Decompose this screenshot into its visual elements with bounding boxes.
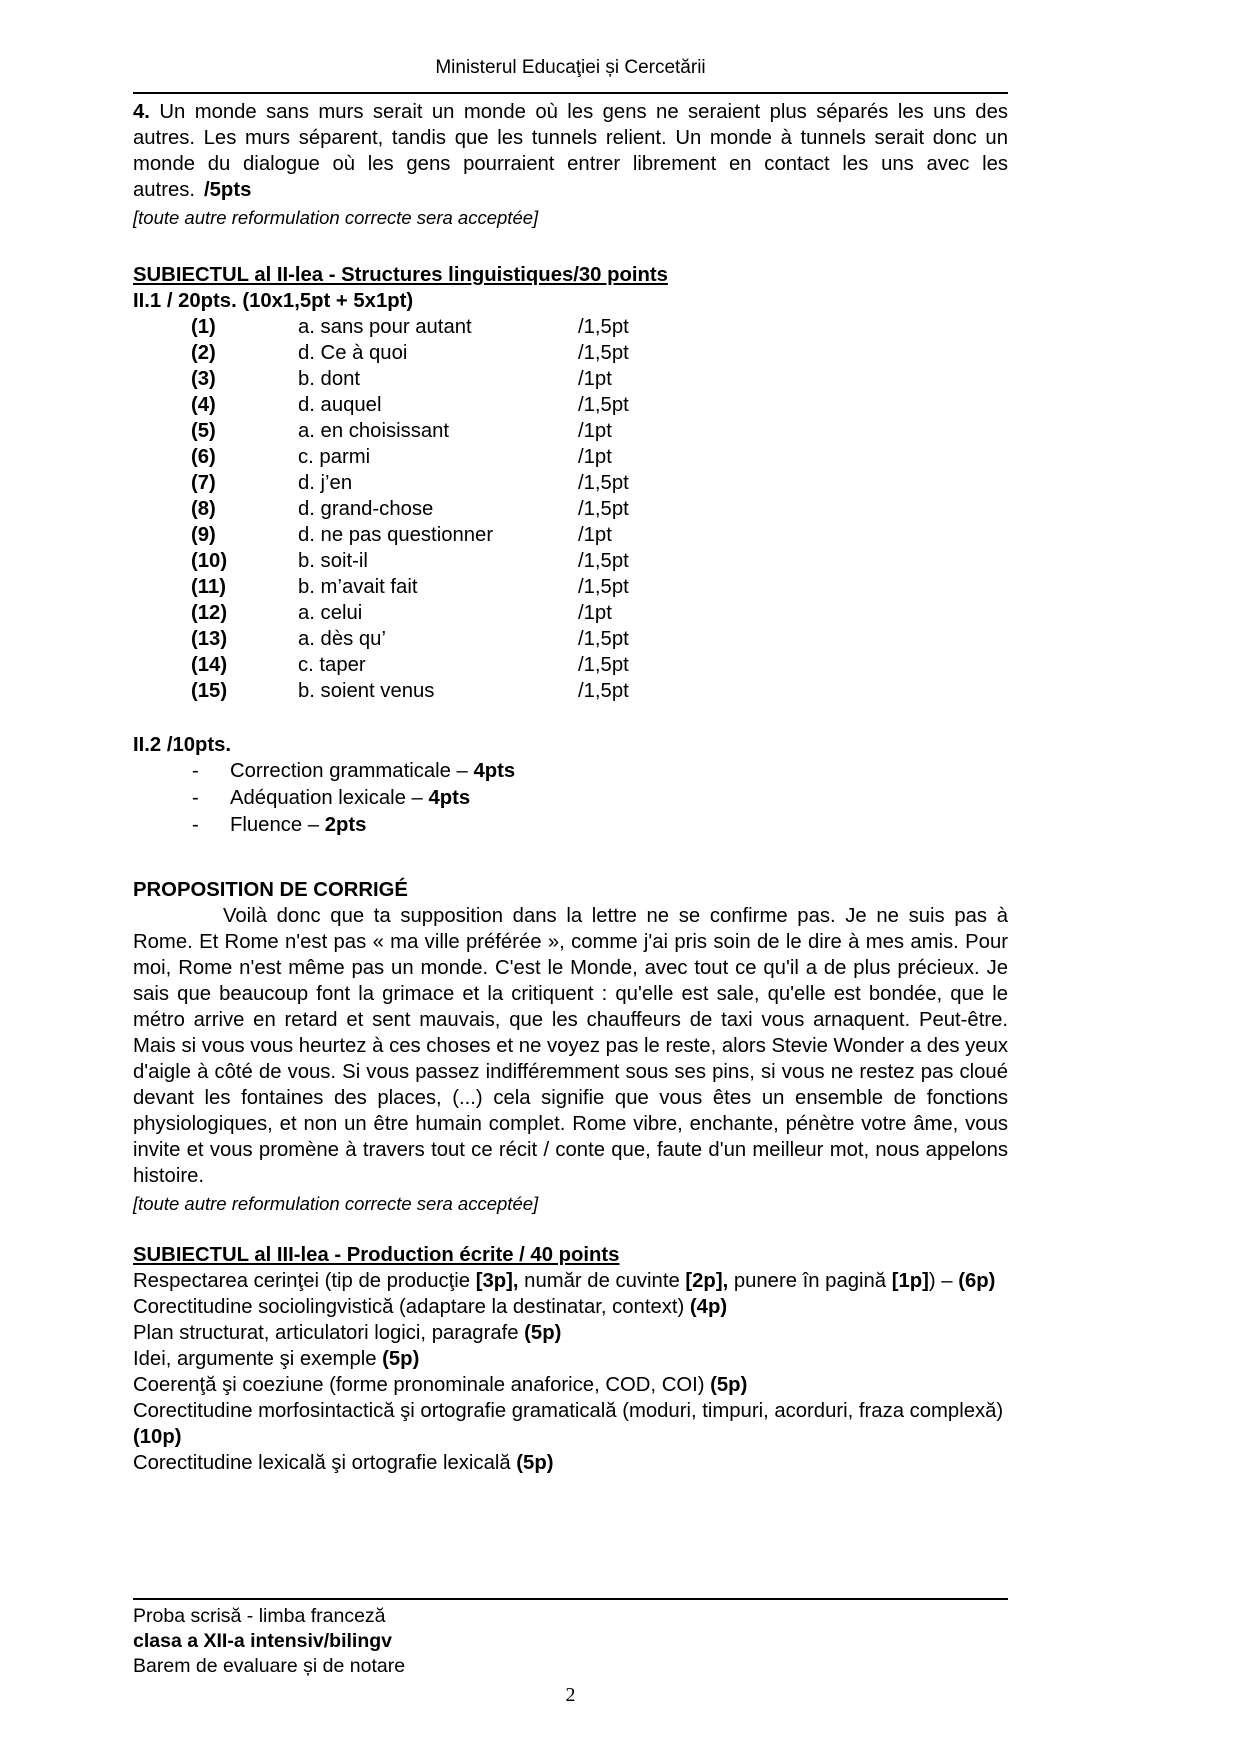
item-answer: a. dès qu’ bbox=[298, 628, 386, 650]
subject3-line-7: Corectitudine lexicală şi ortografie lexicală (5p) bbox=[133, 1452, 554, 1474]
answer-row-5 bbox=[133, 418, 1008, 444]
item-number: (3) bbox=[191, 368, 216, 390]
item-answer: b. soient venus bbox=[298, 680, 435, 702]
criterion-points: 4pts bbox=[473, 760, 516, 782]
criterion-row-3 bbox=[133, 812, 1008, 839]
criterion-row-1 bbox=[133, 758, 1008, 785]
page-footer bbox=[133, 1598, 1008, 1679]
proposition-paragraph: Voilà donc que ta supposition dans la lettre ne se confirme pas. Je ne suis pas à Rome. Et Rome n'est pas « ma ville préférée », comme j'ai pris soin de le dire à mes amis. Pour moi, Rome n'est même pas un monde. C'est le Monde, avec tout ce qu'il a de plus précieux. Je sais que beaucoup font la grimace et la critiquent : qu'elle est sale, qu'elle est bondée, que le métro arrive en retard et sent mauvais, que les chauffeurs de taxi vous arnaquent. Peut-être. Mais si vous vous heurtez à ces choses et ne voyez pas le reste, alors Stevie Wonder a des yeux d'aigle à côté de vous. Si vous passez indifféremment sous ses pins, si vous ne restez pas cloué devant les fontaines des places, (...) cela signifie que vous êtes un ensemble de fonctions physiologiques, et non un être humain complet. Rome vibre, enchante, pénètre votre âme, vous invite et vous promène à travers tout ce récit / conte que, faute d'un meilleur mot, nous appelons histoire. bbox=[133, 905, 1008, 1187]
item-number: (2) bbox=[191, 342, 216, 364]
item-number: (13) bbox=[191, 628, 228, 650]
answer-row-4 bbox=[133, 392, 1008, 418]
item-answer: b. soit-il bbox=[298, 550, 368, 572]
section4-note: [toute autre reformulation correcte sera acceptée] bbox=[133, 207, 539, 228]
item-points: /1pt bbox=[578, 602, 612, 624]
item-answer: d. grand-chose bbox=[298, 498, 434, 520]
bullet-dash: - bbox=[192, 814, 199, 836]
answer-row-11 bbox=[133, 574, 1008, 600]
answer-row-12 bbox=[133, 600, 1008, 626]
bullet-dash: - bbox=[192, 760, 199, 782]
item-points: /1,5pt bbox=[578, 576, 629, 598]
subject3-line-6b: (10p) bbox=[133, 1426, 182, 1448]
subject3-title: SUBIECTUL al III-lea - Production écrite / 40 points bbox=[133, 1244, 620, 1266]
subject3-line-3: Plan structurat, articulatori logici, paragrafe (5p) bbox=[133, 1322, 562, 1344]
item-points: /1pt bbox=[578, 420, 612, 442]
answer-row-10 bbox=[133, 548, 1008, 574]
ministry-header: Ministerul Educaţiei și Cercetării bbox=[435, 57, 706, 78]
item-points: /1pt bbox=[578, 524, 612, 546]
subject2-sub1-heading: II.1 / 20pts. (10x1,5pt + 5x1pt) bbox=[133, 290, 414, 312]
footer-exam-name: Proba scrisă - limba franceză bbox=[133, 1605, 386, 1627]
item-answer: a. en choisissant bbox=[298, 420, 450, 442]
answer-row-7 bbox=[133, 470, 1008, 496]
item-answer: c. parmi bbox=[298, 446, 371, 468]
item-points: /1,5pt bbox=[578, 628, 629, 650]
item-points: /1,5pt bbox=[578, 342, 629, 364]
item-number: (8) bbox=[191, 498, 216, 520]
subject3-line-1: Respectarea cerinţei (tip de producţie [3p], număr de cuvinte [2p], punere în pagină [1p]) – (6p) bbox=[133, 1270, 996, 1292]
page-number: 2 bbox=[565, 1684, 576, 1706]
item-answer: d. ne pas questionner bbox=[298, 524, 494, 546]
item-number: (12) bbox=[191, 602, 228, 624]
answer-row-3 bbox=[133, 366, 1008, 392]
answer-row-6 bbox=[133, 444, 1008, 470]
answer-row-2 bbox=[133, 340, 1008, 366]
item-answer: d. auquel bbox=[298, 394, 382, 416]
answer-row-14 bbox=[133, 652, 1008, 678]
bullet-dash: - bbox=[192, 787, 199, 809]
item-number: (9) bbox=[191, 524, 216, 546]
item-answer: a. sans pour autant bbox=[298, 316, 472, 338]
criterion-text: Adéquation lexicale – 4pts bbox=[230, 787, 471, 809]
item-points: /1pt bbox=[578, 368, 612, 390]
item-answer: a. celui bbox=[298, 602, 363, 624]
item-answer: d. Ce à quoi bbox=[298, 342, 408, 364]
criterion-text: Correction grammaticale – 4pts bbox=[230, 760, 516, 782]
page-content bbox=[133, 0, 1008, 1476]
answers-list bbox=[133, 314, 1008, 704]
footer-document-type: Barem de evaluare și de notare bbox=[133, 1655, 406, 1677]
footer-class: clasa a XII-a intensiv/bilingv bbox=[133, 1630, 393, 1652]
subject3-line-2: Corectitudine sociolingvistică (adaptare la destinatar, context) (4p) bbox=[133, 1296, 728, 1318]
item-number: (5) bbox=[191, 420, 216, 442]
footer-divider bbox=[133, 1598, 1008, 1600]
criterion-row-2 bbox=[133, 785, 1008, 812]
criterion-points: 2pts bbox=[324, 814, 367, 836]
answer-row-9 bbox=[133, 522, 1008, 548]
item-points: /1,5pt bbox=[578, 550, 629, 572]
header-divider bbox=[133, 92, 1008, 94]
criterion-text: Fluence – 2pts bbox=[230, 814, 367, 836]
answer-row-15 bbox=[133, 678, 1008, 704]
subject3-line-4: Idei, argumente şi exemple (5p) bbox=[133, 1348, 420, 1370]
answer-row-13 bbox=[133, 626, 1008, 652]
item-points: /1pt bbox=[578, 446, 612, 468]
item-answer: c. taper bbox=[298, 654, 366, 676]
item-number: (6) bbox=[191, 446, 216, 468]
subject3-line-5: Coerenţă şi coeziune (forme pronominale anaforice, COD, COI) (5p) bbox=[133, 1374, 748, 1396]
subject2-title: SUBIECTUL al II-lea - Structures linguistiques/30 points bbox=[133, 264, 668, 286]
item-points: /1,5pt bbox=[578, 394, 629, 416]
item-number: (4) bbox=[191, 394, 216, 416]
item-points: /1,5pt bbox=[578, 498, 629, 520]
subject3-line-6: Corectitudine morfosintactică şi ortografie gramaticală (moduri, timpuri, acorduri, fraza complexă) bbox=[133, 1400, 1004, 1422]
criteria-list bbox=[133, 758, 1008, 839]
item-answer: d. j’en bbox=[298, 472, 353, 494]
answer-row-1 bbox=[133, 314, 1008, 340]
item-number: (1) bbox=[191, 316, 216, 338]
item-number: (14) bbox=[191, 654, 228, 676]
subject2-sub2-heading: II.2 /10pts. bbox=[133, 734, 232, 756]
answer-row-8 bbox=[133, 496, 1008, 522]
section4-points: /5pts bbox=[204, 179, 252, 201]
item-number: (7) bbox=[191, 472, 216, 494]
item-points: /1,5pt bbox=[578, 316, 629, 338]
item-answer: b. dont bbox=[298, 368, 361, 390]
proposition-note: [toute autre reformulation correcte sera acceptée] bbox=[133, 1193, 539, 1214]
section4-paragraph bbox=[133, 99, 1008, 203]
criterion-points: 4pts bbox=[428, 787, 471, 809]
section4-text: Un monde sans murs serait un monde où les gens ne seraient plus séparés les uns des autres. Les murs séparent, tandis que les tunnels relient. Un monde à tunnels serait donc un monde du dialogue où les gens pourraient entrer librement en contact les uns avec les autres. bbox=[133, 101, 1008, 201]
proposition-heading: PROPOSITION DE CORRIGÉ bbox=[133, 879, 408, 901]
item-points: /1,5pt bbox=[578, 472, 629, 494]
item-number: (15) bbox=[191, 680, 228, 702]
item-answer: b. m’avait fait bbox=[298, 576, 418, 598]
section4-number: 4. bbox=[133, 101, 150, 123]
item-number: (10) bbox=[191, 550, 228, 572]
item-points: /1,5pt bbox=[578, 654, 629, 676]
item-points: /1,5pt bbox=[578, 680, 629, 702]
item-number: (11) bbox=[191, 576, 226, 598]
